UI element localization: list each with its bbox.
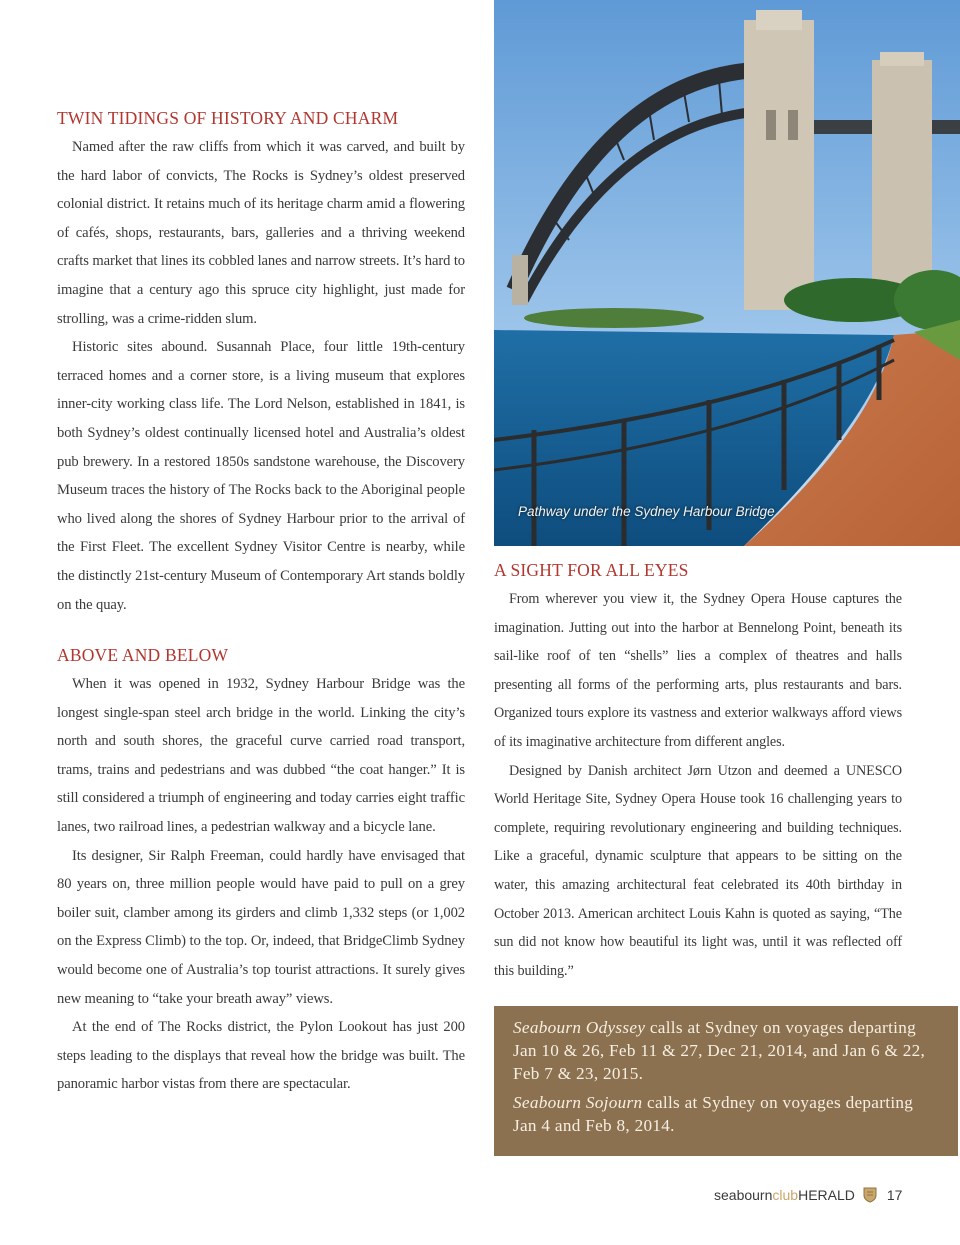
paragraph: Named after the raw cliffs from which it was carved, and built by the hard labor of convicts, The Rocks is Sydney’s oldest preserved colonial district. It retains much of its heritage charm amid a flowering of cafés, shops, restaurants, bars, galleries and a thriving weekend crafts market that lines its cobbled lanes and narrow streets. It’s hard to imagine that a century ago this spruce city highlight, just made for strolling, was a crime-ridden slum. <box>57 139 465 327</box>
brand-prefix: seabourn <box>714 1187 773 1203</box>
ship-name: Seabourn Sojourn <box>513 1093 643 1112</box>
paragraph: At the end of The Rocks district, the Pylon Lookout has just 200 steps leading to the displays that reveal how the bridge was built. The panoramic harbor vistas from there are spectacular. <box>57 1019 465 1093</box>
paragraph: When it was opened in 1932, Sydney Harbour Bridge was the longest single-span steel arch bridge in the world. Linking the city’s north and south shores, the graceful curve carried road transport, trams, trains and pedestrians and was dubbed “the coat hanger.” It is still considered a triumph of engineering and today carries eight traffic lanes, two railroad lines, a pedestrian walkway and a bicycle lane. <box>57 676 465 836</box>
page-footer <box>714 1187 902 1203</box>
page-number: 17 <box>886 1187 903 1203</box>
callout-text: calls at Sydney on voyages departing Jan 10 & 26, Feb 11 & 27, Dec 21, 2014, and Jan 6 & 22, Feb 7 & 23, 2015. <box>513 1018 926 1083</box>
paragraph: Its designer, Sir Ralph Freeman, could hardly have envisaged that 80 years on, three million people would have paid to pull on a grey boiler suit, clamber among its girders and climb 1,332 steps (or 1,002 on the Express Climb) to the top. Or, indeed, that BridgeClimb Sydney would become one of Australia’s top tourist attractions. It surely gives new meaning to “take your breath away” views. <box>57 847 465 1007</box>
left-column <box>57 108 465 1099</box>
section-heading-history: TWIN TIDINGS OF HISTORY AND CHARM <box>57 108 399 128</box>
callout-odyssey <box>513 1016 940 1085</box>
paragraph: Historic sites abound. Susannah Place, four little 19th-century terraced homes and a corner store, is a living museum that explores inner-city working class life. The Lord Nelson, established in 1841, is both Sydney’s oldest continually licensed hotel and Australia’s oldest pub brewery. In a restored 1850s sandstone warehouse, the Discovery Museum traces the history of The Rocks back to the Aboriginal people who lived along the shores of Sydney Harbour prior to the arrival of the First Fleet. The excellent Sydney Visitor Centre is nearby, while the distinctly 21st-century Museum of Contemporary Art stands boldly on the quay. <box>57 339 465 613</box>
section-heading-opera: A SIGHT FOR ALL EYES <box>494 560 689 580</box>
bridge-illustration <box>494 0 960 546</box>
brand-suffix: HERALD <box>798 1187 855 1203</box>
photo-caption: Pathway under the Sydney Harbour Bridge <box>518 504 775 519</box>
callout-sojourn <box>513 1091 940 1137</box>
voyage-callout <box>494 1006 958 1156</box>
callout-text: calls at Sydney on voyages departing Jan 4 and Feb 8, 2014. <box>513 1093 914 1135</box>
spacer <box>57 619 465 645</box>
shield-icon <box>863 1187 877 1203</box>
harbour-bridge-photo <box>494 0 960 546</box>
paragraph: From wherever you view it, the Sydney Opera House captures the imagination. Jutting out into the harbor at Bennelong Point, beneath its sail-like roof of ten “shells” lies a complex of theatres and halls presenting all forms of the performing arts, plus restaurants and bars. Organized tours explore its vastness and exterior walkways afford views of its imaginative architecture from different angles. <box>494 591 902 750</box>
section-heading-bridge: ABOVE AND BELOW <box>57 645 229 666</box>
paragraph: Designed by Danish architect Jørn Utzon and deemed a UNESCO World Heritage Site, Sydney Opera House took 16 challenging years to complete, requiring revolutionary engineering and building techniques. Like a graceful, dynamic sculpture that appears to be sitting on the water, this amazing architectural feat celebrated its 40th birthday in October 2013. American architect Louis Kahn is quoted as saying, “The sun did not know how beautiful its light was, until it was reflected off this building.” <box>494 762 902 979</box>
ship-name: Seabourn Odyssey <box>513 1018 646 1037</box>
brand-club: club <box>772 1187 799 1203</box>
right-column <box>494 560 902 985</box>
